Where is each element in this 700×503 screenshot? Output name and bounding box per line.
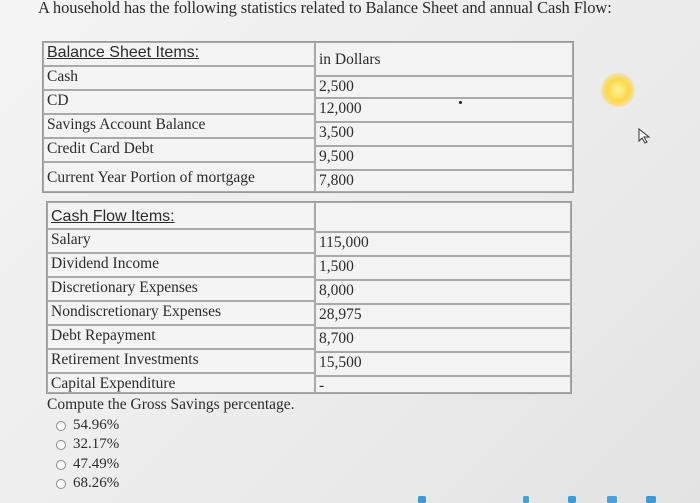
cash-flow-row-value: 8,700 <box>315 328 571 352</box>
balance-sheet-table <box>42 41 574 193</box>
bottom-screen-edge <box>0 496 700 503</box>
balance-row-label: CD <box>43 90 315 114</box>
unit-header: in Dollars <box>315 42 573 76</box>
answer-option[interactable] <box>56 456 119 473</box>
cash-flow-table <box>46 201 572 394</box>
answer-option-label: 32.17% <box>73 436 120 452</box>
cash-flow-row-label: Discretionary Expenses <box>47 277 315 301</box>
balance-row-label: Savings Account Balance <box>43 114 315 138</box>
cash-flow-row-label: Salary <box>47 229 315 253</box>
cash-flow-row-label: Debt Repayment <box>47 325 315 349</box>
answer-option-label: 68.26% <box>73 475 120 491</box>
balance-row-value: 7,800 <box>315 170 573 192</box>
balance-row-value: 12,000 <box>315 98 573 122</box>
mouse-cursor-icon <box>637 128 651 144</box>
screen-speck <box>459 101 462 104</box>
balance-row-label: Cash <box>43 66 315 90</box>
radio-button-icon[interactable] <box>56 421 66 431</box>
answer-option-label: 47.49% <box>73 456 120 472</box>
cash-flow-row-value: - <box>315 376 571 393</box>
cash-flow-row-value: 1,500 <box>315 256 571 280</box>
cash-flow-row-label: Retirement Investments <box>47 349 315 373</box>
cash-flow-row-value: 28,975 <box>315 304 571 328</box>
cash-flow-title: Cash Flow Items: <box>47 202 315 229</box>
cash-flow-row-label: Nondiscretionary Expenses <box>47 301 315 325</box>
answer-option[interactable] <box>56 417 119 434</box>
radio-button-icon[interactable] <box>56 479 66 489</box>
cash-flow-row-label: Capital Expenditure <box>47 373 315 393</box>
cash-flow-row-value: 8,000 <box>315 280 571 304</box>
balance-row-value: 3,500 <box>315 122 573 146</box>
light-glare <box>601 73 635 107</box>
answer-option[interactable] <box>56 436 119 453</box>
balance-row-value: 9,500 <box>315 146 573 170</box>
question-text: Compute the Gross Savings percentage. <box>47 396 295 413</box>
cash-flow-empty-cell <box>315 202 571 232</box>
answer-option-label: 54.96% <box>73 417 120 433</box>
radio-button-icon[interactable] <box>56 440 66 450</box>
balance-sheet-title: Balance Sheet Items: <box>43 42 315 66</box>
question-intro: A household has the following statistics related to Balance Sheet and annual Cash Flow: <box>38 0 612 17</box>
radio-button-icon[interactable] <box>56 460 66 470</box>
answer-option[interactable] <box>56 475 119 492</box>
balance-row-value: 2,500 <box>315 76 573 98</box>
cash-flow-row-value: 15,500 <box>315 352 571 376</box>
cash-flow-row-value: 115,000 <box>315 232 571 256</box>
balance-row-label: Current Year Portion of mortgage <box>43 162 315 192</box>
balance-row-label: Credit Card Debt <box>43 138 315 162</box>
cash-flow-row-label: Dividend Income <box>47 253 315 277</box>
